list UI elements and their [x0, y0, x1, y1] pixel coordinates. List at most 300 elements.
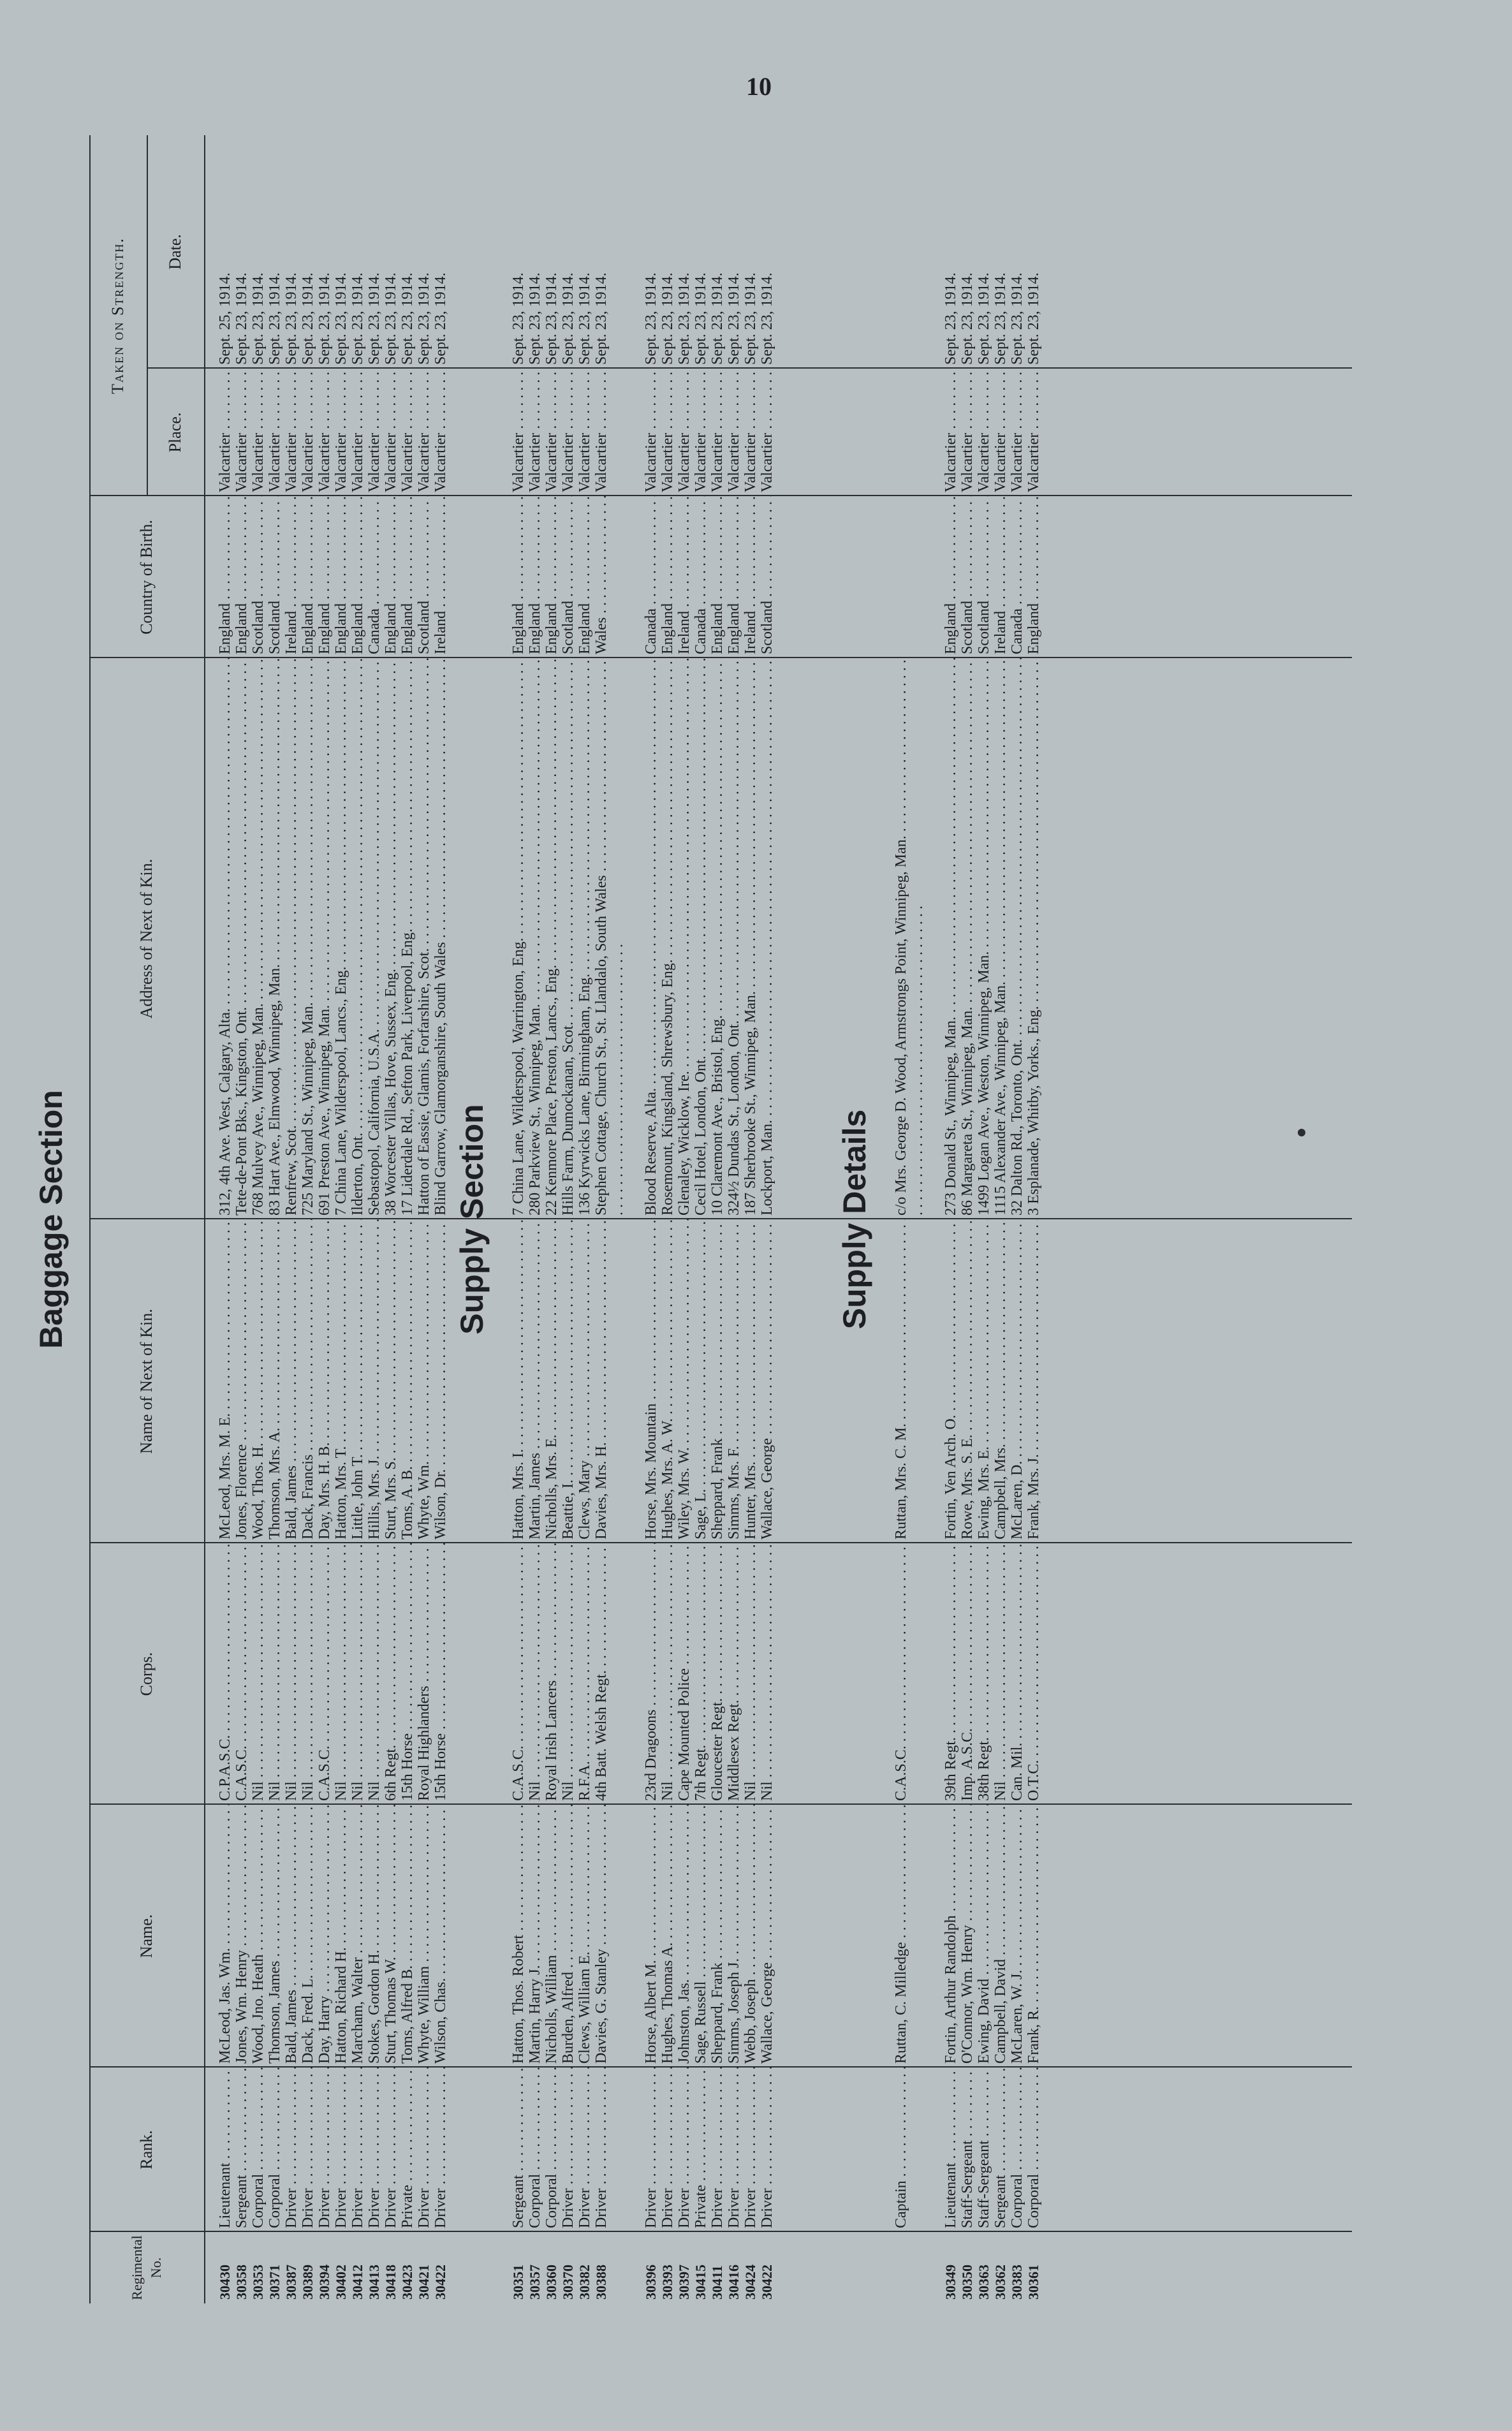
cell-place: Valcartier . . .	[759, 369, 775, 496]
cell-name: Marcham, Walter . . .	[349, 1805, 366, 2067]
cell-rank: Driver . . .	[432, 2067, 449, 2232]
cell-address: 3 Esplanade, Whitby, Yorks., Eng. . . .	[1025, 658, 1042, 1219]
cell-place: Valcartier . . .	[593, 369, 610, 496]
table-row	[316, 135, 333, 2303]
cell-address: 312, 4th Ave. West, Calgary, Alta. . . .	[217, 658, 233, 1219]
cell-address: 38 Worcester Villas, Hove, Sussex, Eng. . . .	[383, 658, 399, 1219]
cell-name: Hatton, Richard H. . . .	[333, 1805, 349, 2067]
cell-address: 136 Kyrwicks Lane, Birmingham, Eng. . . .	[576, 658, 593, 1219]
cell-name: Sturt, Thomas W. . . .	[383, 1805, 399, 2067]
cell-place: Valcartier . . .	[300, 369, 316, 496]
cell-no: 30389	[300, 2265, 316, 2300]
cell-date: Sept. 23, 1914.	[992, 272, 1009, 365]
cell-name: Frank, R. . . .	[1025, 1805, 1042, 2067]
cell-date: Sept. 23, 1914.	[576, 272, 593, 365]
cell-place: Valcartier . . .	[1009, 369, 1025, 496]
cell-nok: Nicholls, Mrs. E. . . .	[543, 1219, 560, 1543]
cell-corps: Nil . . .	[283, 1543, 300, 1805]
cell-nok: Ewing, Mrs. E. . . .	[976, 1219, 992, 1543]
cell-corps: Imp. A.S.C. . . .	[959, 1543, 976, 1805]
cell-date: Sept. 23, 1914.	[527, 272, 543, 365]
table-row	[233, 135, 250, 2303]
table-row	[726, 135, 742, 2303]
cell-address: Tete-de-Pont Bks., Kingston, Ont. . . .	[233, 658, 250, 1219]
cell-date: Sept. 23, 1914.	[742, 272, 759, 365]
cell-corps: Cape Mounted Police . . .	[676, 1543, 693, 1805]
cell-date: Sept. 23, 1914.	[1025, 272, 1042, 365]
cell-no: 30423	[399, 2265, 415, 2300]
cell-address: Blood Reserve, Alta. . . .	[643, 658, 659, 1219]
cell-no: 30421	[416, 2265, 432, 2300]
cell-place: Valcartier . . .	[316, 369, 333, 496]
cell-no: 30370	[560, 2265, 576, 2300]
cell-country: England . . .	[383, 496, 399, 658]
section-supply-details-rows	[893, 135, 1042, 2303]
cell-rank: Driver . . .	[759, 2067, 775, 2232]
cell-nok: Toms, A. B. . . .	[399, 1219, 416, 1543]
cell-rank: Lieutenant . . .	[943, 2067, 959, 2232]
cell-place: Valcartier . . .	[349, 369, 366, 496]
cell-nok: Frank, Mrs. J. . . .	[1025, 1219, 1042, 1543]
cell-corps: 38th Regt. . . .	[976, 1543, 992, 1805]
cell-rank: Driver . . .	[366, 2067, 383, 2232]
cell-rank: Corporal . . .	[543, 2067, 560, 2232]
cell-name: Horse, Albert M. . . .	[643, 1805, 659, 2067]
cell-no: 30418	[383, 2265, 399, 2300]
cell-nok: Simms, Mrs. F. . . .	[726, 1219, 742, 1543]
cell-place: Valcartier . . .	[283, 369, 300, 496]
cell-country: England . . .	[543, 496, 560, 658]
cell-corps: 4th Batt. Welsh Regt. . . .	[593, 1543, 610, 1805]
table-row	[742, 135, 759, 2303]
cell-address: 280 Parkview St., Winnipeg, Man. . . .	[527, 658, 543, 1219]
table-row	[593, 135, 626, 2303]
cell-country: England . . .	[527, 496, 543, 658]
cell-address: 86 Margareta St., Winnipeg, Man. . . .	[959, 658, 976, 1219]
cell-rank: Driver . . .	[709, 2067, 726, 2232]
cell-place: Valcartier . . .	[333, 369, 349, 496]
cell-no: 30362	[992, 2265, 1008, 2300]
table-row	[250, 135, 267, 2303]
cell-rank: Driver . . .	[742, 2067, 759, 2232]
cell-place: Valcartier . . .	[726, 369, 742, 496]
cell-date: Sept. 23, 1914.	[593, 272, 610, 365]
cell-date: Sept. 23, 1914.	[759, 272, 775, 365]
cell-rank: Driver . . .	[416, 2067, 432, 2232]
table-row	[349, 135, 366, 2303]
cell-rank: Driver . . .	[726, 2067, 742, 2232]
table-row	[333, 135, 349, 2303]
cell-corps: Royal Irish Lancers . . .	[543, 1543, 560, 1805]
table-row	[366, 135, 383, 2303]
page-number: 10	[746, 72, 772, 101]
cell-name: Simms, Joseph J. . . .	[726, 1805, 742, 2067]
table-row	[416, 135, 432, 2303]
cell-no: 30397	[676, 2265, 692, 2300]
cell-nok: McLeod, Mrs. M. E. . . .	[217, 1219, 233, 1543]
cell-place: Valcartier . . .	[709, 369, 726, 496]
cell-country: Scotland . . .	[560, 496, 576, 658]
cell-country: England . . .	[316, 496, 333, 658]
cell-corps: Nil . . .	[366, 1543, 383, 1805]
cell-name: Toms, Alfred B. . . .	[399, 1805, 416, 2067]
table-row	[283, 135, 300, 2303]
cell-address: 725 Maryland St., Winnipeg, Man. . . .	[300, 658, 316, 1219]
table-row	[576, 135, 593, 2303]
stray-dot-mark	[1298, 1129, 1305, 1136]
cell-corps: R.F.A. . . .	[576, 1543, 593, 1805]
cell-no: 30353	[250, 2265, 266, 2300]
cell-rank: Driver . . .	[333, 2067, 349, 2232]
cell-country: England . . .	[510, 496, 527, 658]
cell-corps: C.A.S.C. . . .	[893, 1543, 909, 1805]
cell-address: 1499 Logan Ave., Weston, Winnipeg, Man. . . .	[976, 658, 992, 1219]
cell-no: 30382	[576, 2265, 592, 2300]
cell-place: Valcartier . . .	[742, 369, 759, 496]
cell-nok: Thomson, Mrs. A. . . .	[267, 1219, 283, 1543]
cell-corps: 39th Regt. . . .	[943, 1543, 959, 1805]
table-row	[217, 135, 233, 2303]
table-row	[759, 135, 775, 2303]
cell-rank: Staff-Sergeant . . .	[959, 2067, 976, 2232]
cell-corps: Nil . . .	[333, 1543, 349, 1805]
cell-name: Hughes, Thomas A. . . .	[659, 1805, 676, 2067]
cell-name: Davies, G. Stanley . . .	[593, 1805, 610, 2067]
cell-nok: Hunter, Mrs. . . .	[742, 1219, 759, 1543]
cell-address: Lockport, Man. . . .	[759, 658, 775, 1219]
cell-corps: Nil . . .	[527, 1543, 543, 1805]
cell-address: 691 Preston Ave., Winnipeg, Man. . . .	[316, 658, 333, 1219]
cell-country: Canada . . .	[643, 496, 659, 658]
row-spacer	[926, 135, 943, 2303]
table-row	[300, 135, 316, 2303]
cell-date: Sept. 23, 1914.	[693, 272, 709, 365]
cell-no: 30415	[693, 2265, 708, 2300]
cell-place: Valcartier . . .	[432, 369, 449, 496]
cell-place: Valcartier . . .	[976, 369, 992, 496]
cell-name: Webb, Joseph . . .	[742, 1805, 759, 2067]
table-row	[976, 135, 992, 2303]
cell-date: Sept. 23, 1914.	[1009, 272, 1025, 365]
cell-date: Sept. 23, 1914.	[300, 272, 316, 365]
table-row	[432, 135, 449, 2303]
cell-corps: O.T.C. . . .	[1025, 1543, 1042, 1805]
cell-corps: Can. Mil. . . .	[1009, 1543, 1025, 1805]
cell-place: Valcartier . . .	[560, 369, 576, 496]
cell-rank: Private . . .	[693, 2067, 709, 2232]
cell-place: Valcartier . . .	[217, 369, 233, 496]
cell-rank: Corporal . . .	[1025, 2067, 1042, 2232]
cell-rank: Corporal . . .	[1009, 2067, 1025, 2232]
cell-nok: Davies, Mrs. H. . . .	[593, 1219, 610, 1543]
cell-date: Sept. 23, 1914.	[399, 272, 416, 365]
cell-no: 30361	[1025, 2265, 1041, 2300]
table-row	[659, 135, 676, 2303]
cell-place: Valcartier . . .	[510, 369, 527, 496]
cell-name: McLaren, W. J. . . .	[1009, 1805, 1025, 2067]
cell-nok: Wallace, George . . .	[759, 1219, 775, 1543]
cell-corps: Nil . . .	[300, 1543, 316, 1805]
cell-nok: Martin, James . . .	[527, 1219, 543, 1543]
table-row	[543, 135, 560, 2303]
cell-country: England . . .	[233, 496, 250, 658]
cell-no: 30360	[543, 2265, 559, 2300]
cell-name: Clews, William E. . . .	[576, 1805, 593, 2067]
cell-place: Valcartier . . .	[959, 369, 976, 496]
cell-place: Valcartier . . .	[676, 369, 693, 496]
cell-name: Thomson, James . . .	[267, 1805, 283, 2067]
cell-place: Valcartier . . .	[576, 369, 593, 496]
cell-nok: Clews, Mary . . .	[576, 1219, 593, 1543]
cell-address: 7 China Lane, Wilderspool, Lancs., Eng. . . .	[333, 658, 349, 1219]
cell-date: Sept. 23, 1914.	[543, 272, 560, 365]
cell-nok: Beattie, I. . . .	[560, 1219, 576, 1543]
cell-nok: Dack, Francis . . .	[300, 1219, 316, 1543]
cell-country: England . . .	[576, 496, 593, 658]
cell-name: Day, Harry . . .	[316, 1805, 333, 2067]
cell-nok: Whyte, Wm. . . .	[416, 1219, 432, 1543]
cell-country: England . . .	[659, 496, 676, 658]
cell-corps: Nil . . .	[560, 1543, 576, 1805]
cell-name: Martin, Harry J. . . .	[527, 1805, 543, 2067]
cell-date: Sept. 23, 1914.	[676, 272, 693, 365]
cell-country: England . . .	[726, 496, 742, 658]
cell-rank: Private . . .	[399, 2067, 416, 2232]
cell-address: Rosemount, Kingsland, Shrewsbury, Eng. . . .	[659, 658, 676, 1219]
cell-place: Valcartier . . .	[992, 369, 1009, 496]
cell-place: Valcartier . . .	[943, 369, 959, 496]
cell-place: Valcartier . . .	[416, 369, 432, 496]
cell-nok: Wiley, Mrs. W. . . .	[676, 1219, 693, 1543]
cell-address: c/o Mrs. George D. Wood, Armstrongs Point, Winnipeg, Man. . . .	[893, 658, 926, 1219]
cell-address: 324½ Dundas St., London, Ont. . . .	[726, 658, 742, 1219]
cell-corps: 15th Horse . . .	[399, 1543, 416, 1805]
cell-address: 1115 Alexander Ave., Winnipeg, Man. . . .	[992, 658, 1009, 1219]
cell-nok: Hughes, Mrs. A. W. . . .	[659, 1219, 676, 1543]
cell-corps: 6th Regt. . . .	[383, 1543, 399, 1805]
cell-name: Nicholls, William . . .	[543, 1805, 560, 2067]
cell-place: Valcartier . . .	[250, 369, 267, 496]
table-row	[399, 135, 416, 2303]
cell-address: 32 Dalton Rd., Toronto, Ont. . . .	[1009, 658, 1025, 1219]
cell-no: 30393	[659, 2265, 675, 2300]
cell-country: England . . .	[399, 496, 416, 658]
cell-nok: Sturt, Mrs. S. . . .	[383, 1219, 399, 1543]
cell-address: 17 Liderdale Rd., Sefton Park, Liverpool, Eng. . . .	[399, 658, 416, 1219]
cell-rank: Driver . . .	[560, 2067, 576, 2232]
cell-nok: Little, John T. . . .	[349, 1219, 366, 1543]
cell-address: Hills Farm, Dumockanan, Scot. . . .	[560, 658, 576, 1219]
table-row	[1009, 135, 1025, 2303]
header-date: Date.	[166, 234, 184, 270]
cell-name: Ruttan, C. Milledge . . .	[893, 1805, 909, 2067]
cell-place: Valcartier . . .	[527, 369, 543, 496]
cell-address: 768 Mulvey Ave., Winnipeg, Man. . . .	[250, 658, 267, 1219]
cell-rank: Sergeant . . .	[510, 2067, 527, 2232]
cell-date: Sept. 23, 1914.	[333, 272, 349, 365]
table-row	[893, 135, 926, 2303]
cell-country: Scotland . . .	[416, 496, 432, 658]
cell-nok: McLaren, D. . . .	[1009, 1219, 1025, 1543]
cell-country: Ireland . . .	[432, 496, 449, 658]
cell-no: 30394	[316, 2265, 332, 2300]
cell-no: 30430	[217, 2265, 233, 2300]
cell-no: 30413	[366, 2265, 382, 2300]
cell-name: Wood, Jno. Heath . . .	[250, 1805, 267, 2067]
header-name: Name.	[137, 1914, 156, 1958]
cell-address: Hatton of Eassie, Glamis, Forfarshire, Scot. . . .	[416, 658, 432, 1219]
cell-nok: Hatton, Mrs. I. . . .	[510, 1219, 527, 1543]
header-taken-on-strength: Taken on Strength.	[108, 237, 127, 394]
cell-rank: Lieutenant . . .	[217, 2067, 233, 2232]
cell-country: Ireland . . .	[283, 496, 300, 658]
table-row	[383, 135, 399, 2303]
cell-name: Ewing, David . . .	[976, 1805, 992, 2067]
cell-date: Sept. 23, 1914.	[959, 272, 976, 365]
cell-nok: Wood, Thos. H. . . .	[250, 1219, 267, 1543]
cell-name: Burden, Alfred . . .	[560, 1805, 576, 2067]
cell-place: Valcartier . . .	[1025, 369, 1042, 496]
cell-nok: Wilson, Dr. . . .	[432, 1219, 449, 1543]
cell-place: Valcartier . . .	[693, 369, 709, 496]
cell-no: 30412	[349, 2265, 365, 2300]
cell-country: Canada . . .	[366, 496, 383, 658]
cell-rank: Corporal . . .	[267, 2067, 283, 2232]
cell-nok: Sage, L. . . .	[693, 1219, 709, 1543]
section-title-supply: Supply Section	[454, 1104, 490, 1335]
cell-address: Cecil Hotel, London, Ont. . . .	[693, 658, 709, 1219]
cell-address: 273 Donald St., Winnipeg, Man. . . .	[943, 658, 959, 1219]
cell-address: 187 Sherbrooke St., Winnipeg, Man. . . .	[742, 658, 759, 1219]
cell-no: 30402	[333, 2265, 349, 2300]
cell-country: Ireland . . .	[742, 496, 759, 658]
cell-date: Sept. 23, 1914.	[976, 272, 992, 365]
cell-rank: Staff-Sergeant . . .	[976, 2067, 992, 2232]
header-next-of-kin: Name of Next of Kin.	[137, 1309, 156, 1454]
cell-country: England . . .	[709, 496, 726, 658]
cell-corps: 23rd Dragoons . . .	[643, 1543, 659, 1805]
cell-date: Sept. 23, 1914.	[943, 272, 959, 365]
cell-place: Valcartier . . .	[267, 369, 283, 496]
cell-place: Valcartier . . .	[366, 369, 383, 496]
cell-rank: Corporal . . .	[527, 2067, 543, 2232]
cell-date: Sept. 23, 1914.	[383, 272, 399, 365]
cell-corps: Nil . . .	[992, 1543, 1009, 1805]
cell-nok: Campbell, Mrs. . . .	[992, 1219, 1009, 1543]
cell-date: Sept. 23, 1914.	[560, 272, 576, 365]
cell-nok: Jones, Florence . . .	[233, 1219, 250, 1543]
section-supply-rows	[510, 135, 775, 2303]
cell-country: Scotland . . .	[959, 496, 976, 658]
table-row	[676, 135, 693, 2303]
cell-nok: Day, Mrs. H. B. . . .	[316, 1219, 333, 1543]
cell-date: Sept. 23, 1914.	[432, 272, 449, 365]
cell-corps: Nil . . .	[250, 1543, 267, 1805]
cell-rank: Driver . . .	[383, 2067, 399, 2232]
cell-nok: Bald, James . . .	[283, 1219, 300, 1543]
cell-country: England . . .	[943, 496, 959, 658]
cell-rank: Corporal . . .	[250, 2067, 267, 2232]
cell-date: Sept. 23, 1914.	[510, 272, 527, 365]
cell-country: Ireland . . .	[676, 496, 693, 658]
cell-address: 22 Kenmore Place, Preston, Lancs., Eng. . . .	[543, 658, 560, 1219]
cell-name: Wallace, George . . .	[759, 1805, 775, 2067]
cell-country: England . . .	[300, 496, 316, 658]
cell-rank: Driver . . .	[316, 2067, 333, 2232]
cell-place: Valcartier . . .	[233, 369, 250, 496]
cell-no: 30422	[432, 2265, 448, 2300]
cell-name: Sage, Russell . . .	[693, 1805, 709, 2067]
cell-name: Fortin, Arthur Randolph . . .	[943, 1805, 959, 2067]
cell-date: Sept. 23, 1914.	[283, 272, 300, 365]
cell-corps: Nil . . .	[742, 1543, 759, 1805]
cell-no: 30383	[1009, 2265, 1025, 2300]
cell-name: Campbell, David . . .	[992, 1805, 1009, 2067]
header-country-of-birth: Country of Birth.	[137, 520, 156, 635]
cell-address: 7 China Lane, Wilderspool, Warrington, Eng. . . .	[510, 658, 527, 1219]
cell-rank: Driver . . .	[593, 2067, 610, 2232]
cell-rank: Driver . . .	[659, 2067, 676, 2232]
section-title-supply-details: Supply Details	[837, 1109, 872, 1330]
cell-corps: 15th Horse . . .	[432, 1543, 449, 1805]
cell-corps: Gloucester Regt. . . .	[709, 1543, 726, 1805]
cell-country: Wales . . .	[593, 496, 610, 658]
cell-corps: 7th Regt. . . .	[693, 1543, 709, 1805]
cell-address: 83 Hart Ave., Elmwood, Winnipeg, Man. . . .	[267, 658, 283, 1219]
header-address: Address of Next of Kin.	[137, 858, 156, 1019]
cell-corps: Nil . . .	[267, 1543, 283, 1805]
table-row	[643, 135, 659, 2303]
cell-date: Sept. 25, 1914.	[217, 272, 233, 365]
cell-no: 30424	[742, 2265, 758, 2300]
row-spacer	[626, 135, 643, 2303]
cell-no: 30387	[283, 2265, 299, 2300]
table-row	[693, 135, 709, 2303]
cell-address: Blind Garrow, Glamorganshire, South Wales . . .	[432, 658, 449, 1219]
cell-name: Dack, Fred. L. . . .	[300, 1805, 316, 2067]
cell-country: England . . .	[333, 496, 349, 658]
cell-country: Scotland . . .	[976, 496, 992, 658]
cell-name: Stokes, Gordon H. . . .	[366, 1805, 383, 2067]
cell-corps: C.A.S.C. . . .	[510, 1543, 527, 1805]
header-rank: Rank.	[137, 2130, 156, 2170]
cell-place: Valcartier . . .	[659, 369, 676, 496]
cell-no: 30388	[593, 2265, 609, 2300]
cell-country: England . . .	[349, 496, 366, 658]
cell-date: Sept. 23, 1914.	[726, 272, 742, 365]
cell-address: Renfrew, Scot. . . .	[283, 658, 300, 1219]
cell-no: 30371	[267, 2265, 283, 2300]
cell-no: 30416	[726, 2265, 742, 2300]
cell-rank: Captain . . .	[893, 2067, 909, 2232]
cell-no: 30350	[959, 2265, 975, 2300]
cell-no: 30358	[233, 2265, 249, 2300]
section-title-baggage: Baggage Section	[33, 1090, 69, 1349]
cell-address: Glenaley, Wicklow, Ire. . . .	[676, 658, 693, 1219]
cell-rank: Driver . . .	[300, 2067, 316, 2232]
cell-rank: Driver . . .	[576, 2067, 593, 2232]
cell-corps: Nil . . .	[659, 1543, 676, 1805]
cell-date: Sept. 23, 1914.	[416, 272, 432, 365]
cell-corps: Nil . . .	[349, 1543, 366, 1805]
table-row	[267, 135, 283, 2303]
header-place: Place.	[166, 412, 184, 453]
cell-no: 30411	[709, 2265, 725, 2300]
table-row	[510, 135, 527, 2303]
cell-corps: C.P.A.S.C. . . .	[217, 1543, 233, 1805]
table-row	[959, 135, 976, 2303]
cell-name: Hatton, Thos. Robert . . .	[510, 1805, 527, 2067]
